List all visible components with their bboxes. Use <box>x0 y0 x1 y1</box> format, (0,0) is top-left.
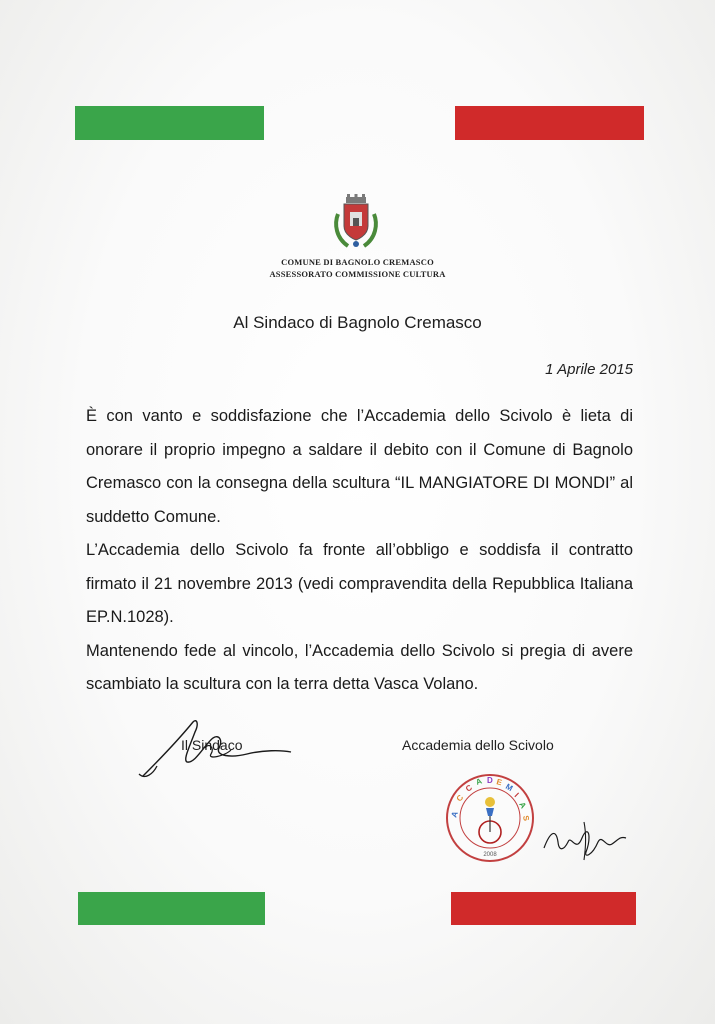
flag-bar-green-bottom <box>78 892 265 925</box>
svg-text:A: A <box>449 810 460 819</box>
coat-of-arms-icon <box>332 194 380 250</box>
svg-text:I: I <box>512 791 521 799</box>
svg-text:A: A <box>474 776 484 787</box>
svg-text:S: S <box>521 814 531 822</box>
svg-text:C: C <box>454 793 466 804</box>
academy-signature-label: Accademia dello Scivolo <box>402 737 554 753</box>
addressee: Al Sindaco di Bagnolo Cremasco <box>233 313 482 332</box>
svg-text:E: E <box>495 777 503 788</box>
department-name: ASSESSORATO COMMISSIONE CULTURA <box>269 269 446 279</box>
municipality-name: COMUNE DI BAGNOLO CREMASCO <box>281 257 434 267</box>
body-paragraph: Mantenendo fede al vincolo, l’Accademia dello Scivolo si pregia di avere scambiato la scultura con la terra detta Vasca Volano. <box>86 641 633 693</box>
letter-body <box>86 400 633 702</box>
academy-stamp-icon <box>444 772 536 864</box>
svg-text:2008: 2008 <box>483 852 497 858</box>
body-paragraph: L’Accademia dello Scivolo fa fronte all’obbligo e soddisfa il contratto firmato il 21 novembre 2013 (vedi compravendita della Repubblica Italiana EP.N.1028). <box>86 541 633 626</box>
flag-bar-red-bottom <box>451 892 636 925</box>
body-paragraph: È con vanto e soddisfazione che l’Accademia dello Scivolo è lieta di onorare il proprio impegno a saldare il debito con il Comune di Bagnolo Cremasco con la consegna della scultura “IL MANGIATORE DI MONDI” al suddetto Comune. <box>86 407 633 526</box>
academy-handwritten-signature <box>540 812 630 862</box>
svg-text:C: C <box>463 782 474 794</box>
flag-bar-green-top <box>75 106 264 140</box>
mayor-handwritten-signature <box>135 714 295 784</box>
svg-text:A: A <box>517 800 528 811</box>
svg-text:D: D <box>487 776 493 785</box>
letter-date: 1 Aprile 2015 <box>545 361 633 378</box>
mayor-signature-label: Il Sindaco <box>181 737 243 753</box>
flag-bar-red-top <box>455 106 644 140</box>
svg-text:M: M <box>504 781 515 794</box>
